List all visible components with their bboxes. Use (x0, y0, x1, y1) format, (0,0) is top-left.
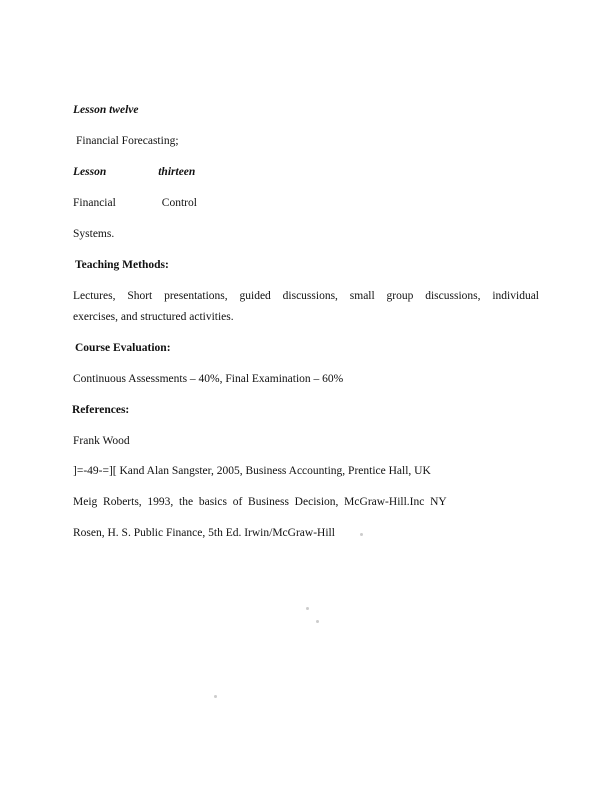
lesson-thirteen-heading (73, 165, 195, 179)
scan-speck (306, 607, 309, 610)
course-evaluation-text: Continuous Assessments – 40%, Final Examination – 60% (73, 373, 344, 385)
teaching-methods-line1: Lectures, Short presentations, guided discussions, small group discussions, individual (73, 290, 539, 302)
heading-word: Lesson (73, 166, 107, 178)
heading-word: thirteen (158, 166, 196, 178)
references-heading: References: (72, 404, 130, 416)
lesson-thirteen-topic-line2: Systems. (73, 228, 115, 240)
teaching-methods-line2: exercises, and structured activities. (73, 311, 234, 323)
scan-speck (214, 695, 217, 698)
reference-item: ]=-49-=][ Kand Alan Sangster, 2005, Business Accounting, Prentice Hall, UK (73, 465, 431, 477)
topic-word: Control (161, 197, 197, 209)
lesson-twelve-topic: Financial Forecasting; (76, 135, 179, 147)
scan-speck (316, 620, 319, 623)
course-evaluation-heading: Course Evaluation: (75, 342, 171, 354)
reference-item: Frank Wood (73, 435, 130, 447)
reference-item: Meig Roberts, 1993, the basics of Business Decision, McGraw-Hill.Inc NY (73, 496, 447, 508)
scan-speck (360, 533, 363, 536)
lesson-thirteen-topic (73, 196, 197, 210)
lesson-twelve-heading: Lesson twelve (73, 104, 139, 116)
reference-item: Rosen, H. S. Public Finance, 5th Ed. Irwin/McGraw-Hill (73, 527, 335, 539)
topic-word: Financial (73, 197, 116, 209)
teaching-methods-heading: Teaching Methods: (75, 259, 169, 271)
